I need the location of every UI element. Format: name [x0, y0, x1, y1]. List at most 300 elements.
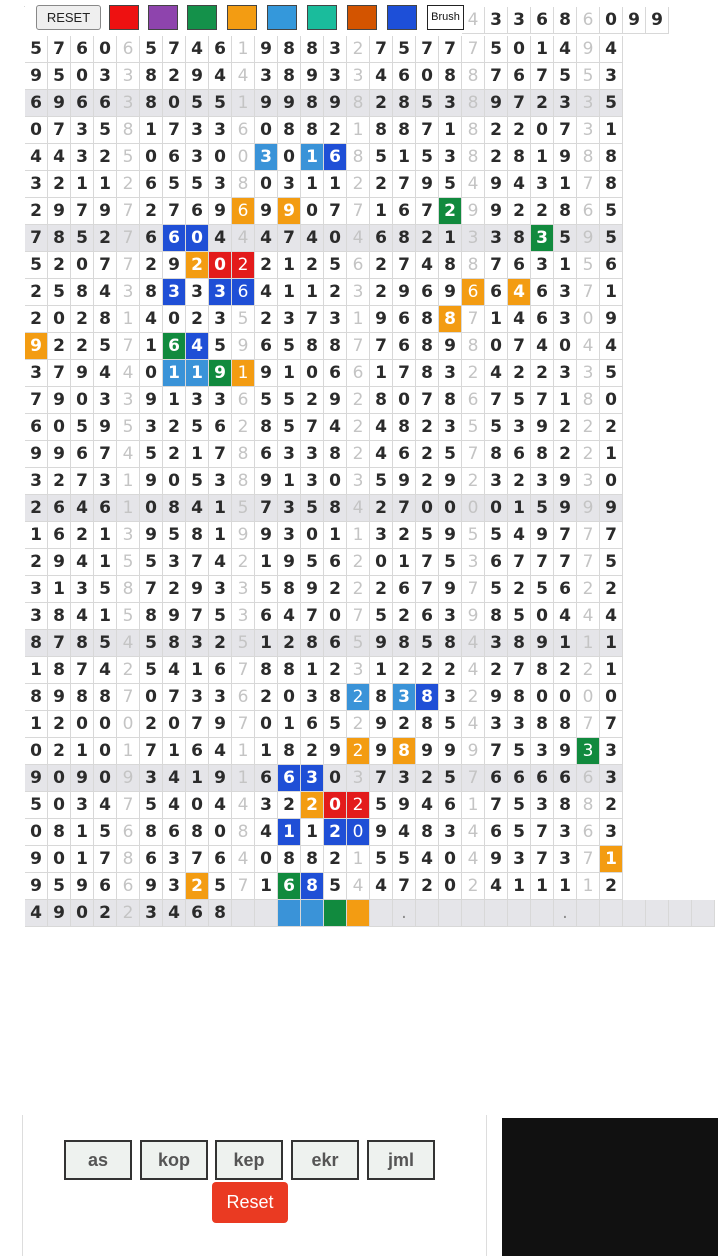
grid-cell[interactable]: 6 — [600, 252, 623, 279]
grid-cell[interactable]: 6 — [531, 306, 554, 333]
grid-cell[interactable]: 5 — [140, 36, 163, 63]
grid-cell[interactable]: 1 — [324, 171, 347, 198]
grid-cell[interactable]: 8 — [439, 387, 462, 414]
grid-cell[interactable]: 1 — [393, 549, 416, 576]
grid-cell[interactable]: 2 — [324, 657, 347, 684]
grid-cell[interactable]: 6 — [393, 576, 416, 603]
grid-cell[interactable]: 1 — [554, 873, 577, 900]
grid-cell[interactable]: 4 — [232, 846, 255, 873]
grid-cell[interactable]: 9 — [531, 522, 554, 549]
grid-cell[interactable]: 0 — [140, 144, 163, 171]
grid-cell[interactable]: 4 — [94, 792, 117, 819]
grid-cell[interactable]: 9 — [416, 738, 439, 765]
grid-cell[interactable]: 2 — [577, 576, 600, 603]
grid-cell[interactable]: 7 — [416, 198, 439, 225]
grid-cell[interactable]: 3 — [163, 873, 186, 900]
grid-cell[interactable]: 9 — [25, 441, 48, 468]
grid-cell[interactable]: 9 — [393, 279, 416, 306]
grid-cell[interactable]: 7 — [163, 117, 186, 144]
grid-cell[interactable]: 7 — [347, 198, 370, 225]
grid-cell[interactable]: 3 — [393, 684, 416, 711]
grid-cell[interactable]: 8 — [416, 711, 439, 738]
grid-cell[interactable]: 0 — [324, 225, 347, 252]
grid-cell[interactable]: 9 — [71, 765, 94, 792]
grid-cell[interactable]: 5 — [117, 414, 140, 441]
grid-cell[interactable]: 5 — [439, 711, 462, 738]
grid-cell[interactable]: 1 — [232, 36, 255, 63]
grid-cell[interactable]: 9 — [140, 873, 163, 900]
grid-cell[interactable]: 6 — [416, 279, 439, 306]
grid-cell[interactable]: 1 — [255, 738, 278, 765]
grid-cell[interactable]: 3 — [347, 468, 370, 495]
grid-cell[interactable]: 4 — [462, 630, 485, 657]
grid-cell[interactable]: 3 — [232, 603, 255, 630]
grid-cell[interactable]: 6 — [439, 792, 462, 819]
grid-cell[interactable]: 0 — [255, 711, 278, 738]
grid-cell[interactable]: 9 — [485, 171, 508, 198]
grid-cell[interactable]: 2 — [347, 441, 370, 468]
grid-cell[interactable]: 3 — [209, 306, 232, 333]
grid-cell[interactable]: 5 — [416, 90, 439, 117]
grid-cell[interactable]: 5 — [462, 414, 485, 441]
grid-cell[interactable]: 2 — [347, 549, 370, 576]
grid-cell[interactable]: 0 — [71, 900, 94, 927]
grid-cell[interactable]: 9 — [71, 873, 94, 900]
grid-cell[interactable]: 8 — [232, 468, 255, 495]
grid-cell[interactable]: 5 — [370, 846, 393, 873]
grid-cell[interactable]: 3 — [439, 360, 462, 387]
grid-cell[interactable]: 6 — [140, 846, 163, 873]
grid-cell[interactable]: 4 — [416, 846, 439, 873]
grid-cell[interactable]: 9 — [554, 738, 577, 765]
as-button[interactable]: as — [64, 1140, 132, 1180]
grid-cell[interactable]: 2 — [416, 765, 439, 792]
grid-cell[interactable]: 2 — [232, 549, 255, 576]
grid-cell[interactable]: 9 — [439, 576, 462, 603]
grid-cell[interactable]: 5 — [301, 495, 324, 522]
grid-cell[interactable]: 0 — [163, 468, 186, 495]
grid-cell[interactable]: 3 — [577, 468, 600, 495]
grid-cell[interactable]: 2 — [462, 360, 485, 387]
grid-cell[interactable]: 3 — [485, 711, 508, 738]
grid-cell[interactable]: 3 — [278, 522, 301, 549]
grid-cell[interactable]: 2 — [485, 657, 508, 684]
grid-cell[interactable]: 8 — [393, 117, 416, 144]
grid-cell[interactable]: 1 — [94, 549, 117, 576]
grid-cell[interactable]: 1 — [554, 387, 577, 414]
grid-cell[interactable]: 5 — [186, 414, 209, 441]
grid-cell[interactable]: 1 — [531, 873, 554, 900]
grid-cell[interactable]: 8 — [554, 792, 577, 819]
grid-cell[interactable]: 1 — [600, 279, 623, 306]
grid-cell[interactable]: 2 — [577, 657, 600, 684]
grid-cell[interactable]: 1 — [186, 657, 209, 684]
grid-cell[interactable]: 7 — [232, 873, 255, 900]
grid-cell[interactable]: 9 — [255, 468, 278, 495]
grid-cell[interactable]: 2 — [416, 657, 439, 684]
grid-cell[interactable]: 6 — [393, 333, 416, 360]
grid-cell[interactable]: 6 — [163, 144, 186, 171]
grid-cell[interactable]: 4 — [347, 225, 370, 252]
grid-cell[interactable]: 5 — [209, 873, 232, 900]
grid-cell[interactable]: 4 — [462, 819, 485, 846]
grid-cell[interactable]: 9 — [577, 225, 600, 252]
reset-button[interactable]: RESET — [36, 5, 101, 30]
grid-cell[interactable]: 4 — [117, 630, 140, 657]
grid-cell[interactable]: 3 — [71, 792, 94, 819]
grid-cell[interactable]: 8 — [600, 171, 623, 198]
grid-cell[interactable]: 5 — [255, 387, 278, 414]
grid-cell[interactable]: 1 — [347, 306, 370, 333]
grid-cell[interactable]: 5 — [48, 63, 71, 90]
grid-cell[interactable]: 9 — [140, 387, 163, 414]
grid-cell[interactable]: 5 — [600, 360, 623, 387]
grid-cell[interactable]: 2 — [508, 117, 531, 144]
grid-cell[interactable]: 8 — [117, 846, 140, 873]
grid-cell[interactable]: 1 — [94, 171, 117, 198]
grid-cell[interactable]: 8 — [439, 630, 462, 657]
grid-cell[interactable]: 9 — [393, 792, 416, 819]
grid-cell[interactable]: 1 — [600, 657, 623, 684]
grid-cell[interactable]: 7 — [393, 360, 416, 387]
grid-cell[interactable]: 5 — [140, 792, 163, 819]
grid-cell[interactable]: 9 — [439, 279, 462, 306]
grid-cell[interactable]: 3 — [94, 387, 117, 414]
grid-cell[interactable]: 6 — [232, 684, 255, 711]
grid-cell[interactable]: 5 — [94, 576, 117, 603]
grid-cell[interactable]: 5 — [485, 414, 508, 441]
grid-cell[interactable]: 3 — [117, 90, 140, 117]
grid-cell[interactable]: 2 — [71, 333, 94, 360]
grid-cell[interactable]: 7 — [324, 198, 347, 225]
grid-cell[interactable]: 3 — [485, 630, 508, 657]
grid-cell[interactable]: 8 — [462, 117, 485, 144]
grid-cell[interactable] — [370, 900, 393, 927]
grid-cell[interactable]: 6 — [347, 360, 370, 387]
grid-cell[interactable]: 1 — [163, 387, 186, 414]
grid-cell[interactable]: 1 — [278, 468, 301, 495]
grid-cell[interactable]: 3 — [485, 225, 508, 252]
grid-cell[interactable]: 3 — [209, 117, 232, 144]
grid-cell[interactable]: 5 — [508, 387, 531, 414]
grid-cell[interactable]: 4 — [163, 765, 186, 792]
grid-cell[interactable]: 3 — [71, 117, 94, 144]
grid-cell[interactable]: 8 — [324, 495, 347, 522]
grid-cell[interactable]: 1 — [186, 765, 209, 792]
ekr-button[interactable]: ekr — [291, 1140, 359, 1180]
grid-cell[interactable]: 7 — [508, 333, 531, 360]
grid-cell[interactable]: 2 — [48, 171, 71, 198]
grid-cell[interactable]: 8 — [25, 684, 48, 711]
grid-cell[interactable]: 2 — [48, 738, 71, 765]
grid-cell[interactable]: 9 — [209, 711, 232, 738]
grid-cell[interactable]: 4 — [25, 144, 48, 171]
grid-cell[interactable]: 1 — [278, 711, 301, 738]
grid-cell[interactable]: 8 — [485, 441, 508, 468]
grid-cell[interactable]: 8 — [554, 198, 577, 225]
grid-cell[interactable]: 7 — [94, 441, 117, 468]
grid-cell[interactable]: 8 — [393, 90, 416, 117]
grid-cell[interactable]: 8 — [117, 117, 140, 144]
grid-cell[interactable]: 2 — [577, 414, 600, 441]
grid-cell[interactable]: 7 — [117, 225, 140, 252]
grid-cell[interactable]: 5 — [439, 171, 462, 198]
grid-cell[interactable]: 3 — [508, 846, 531, 873]
grid-cell[interactable]: 7 — [370, 36, 393, 63]
grid-cell[interactable]: 5 — [347, 630, 370, 657]
grid-cell[interactable]: 8 — [278, 117, 301, 144]
grid-cell[interactable]: 3 — [531, 738, 554, 765]
grid-cell[interactable]: 7 — [531, 387, 554, 414]
grid-cell[interactable]: 9 — [393, 468, 416, 495]
grid-cell[interactable]: 6 — [255, 765, 278, 792]
grid-cell[interactable]: 1 — [347, 117, 370, 144]
grid-cell[interactable]: 9 — [232, 522, 255, 549]
grid-cell[interactable]: 3 — [439, 684, 462, 711]
grid-cell[interactable]: 2 — [48, 252, 71, 279]
grid-cell[interactable]: 7 — [554, 117, 577, 144]
grid-cell[interactable]: 0 — [209, 252, 232, 279]
grid-cell[interactable]: 4 — [324, 414, 347, 441]
grid-cell[interactable]: 0 — [439, 873, 462, 900]
grid-cell[interactable]: 6 — [485, 765, 508, 792]
grid-cell[interactable]: 8 — [209, 900, 232, 927]
grid-cell[interactable]: 6 — [186, 198, 209, 225]
grid-cell[interactable]: 6 — [393, 441, 416, 468]
grid-cell[interactable]: 7 — [48, 117, 71, 144]
grid-cell[interactable]: 0 — [25, 738, 48, 765]
grid-cell[interactable]: 8 — [393, 414, 416, 441]
grid-cell[interactable]: 0 — [163, 306, 186, 333]
grid-cell[interactable] — [278, 900, 301, 927]
grid-cell[interactable]: 7 — [485, 63, 508, 90]
grid-cell[interactable]: 9 — [209, 765, 232, 792]
grid-cell[interactable]: 5 — [94, 819, 117, 846]
grid-cell[interactable]: 1 — [278, 279, 301, 306]
grid-cell[interactable]: 4 — [600, 36, 623, 63]
grid-cell[interactable]: 5 — [531, 495, 554, 522]
grid-cell[interactable]: 6 — [416, 603, 439, 630]
grid-cell[interactable]: 4 — [255, 225, 278, 252]
grid-cell[interactable]: 4 — [209, 225, 232, 252]
grid-cell[interactable]: 6 — [554, 576, 577, 603]
grid-cell[interactable]: 0 — [140, 684, 163, 711]
color-swatch-light-blue[interactable] — [267, 5, 297, 30]
grid-cell[interactable]: 8 — [416, 819, 439, 846]
grid-cell[interactable]: 2 — [278, 792, 301, 819]
grid-cell[interactable]: 1 — [255, 549, 278, 576]
grid-cell[interactable]: 2 — [370, 495, 393, 522]
grid-cell[interactable]: 2 — [324, 846, 347, 873]
grid-cell[interactable]: 8 — [163, 630, 186, 657]
grid-cell[interactable]: 4 — [600, 603, 623, 630]
grid-cell[interactable]: 8 — [577, 144, 600, 171]
grid-cell[interactable] — [232, 900, 255, 927]
grid-cell[interactable]: 5 — [278, 333, 301, 360]
grid-cell[interactable]: 1 — [577, 873, 600, 900]
grid-cell[interactable]: 8 — [531, 711, 554, 738]
grid-cell[interactable]: 9 — [416, 171, 439, 198]
grid-cell[interactable]: 3 — [462, 225, 485, 252]
grid-cell[interactable]: 3 — [531, 468, 554, 495]
grid-cell[interactable]: 5 — [94, 333, 117, 360]
grid-cell[interactable]: 1 — [577, 630, 600, 657]
grid-cell[interactable]: 6 — [324, 360, 347, 387]
grid-cell[interactable]: 4 — [94, 360, 117, 387]
grid-cell[interactable]: 2 — [163, 414, 186, 441]
grid-cell[interactable]: 5 — [462, 522, 485, 549]
grid-cell[interactable]: 9 — [462, 738, 485, 765]
grid-cell[interactable]: 8 — [439, 63, 462, 90]
grid-cell[interactable]: 5 — [117, 549, 140, 576]
grid-cell[interactable]: 4 — [370, 414, 393, 441]
grid-cell[interactable]: 2 — [25, 495, 48, 522]
grid-cell[interactable]: 8 — [508, 630, 531, 657]
grid-cell[interactable]: 6 — [347, 252, 370, 279]
grid-cell[interactable]: 4 — [462, 846, 485, 873]
grid-cell[interactable]: 6 — [94, 90, 117, 117]
grid-cell[interactable]: 5 — [48, 873, 71, 900]
grid-cell[interactable]: 3 — [531, 225, 554, 252]
grid-cell[interactable]: 3 — [347, 279, 370, 306]
grid-cell[interactable]: 5 — [140, 441, 163, 468]
grid-cell[interactable]: 5 — [186, 468, 209, 495]
grid-cell[interactable]: 7 — [71, 468, 94, 495]
grid-cell[interactable]: 9 — [71, 360, 94, 387]
grid-cell[interactable]: 2 — [48, 711, 71, 738]
grid-cell[interactable]: 6 — [71, 441, 94, 468]
grid-cell[interactable]: 7 — [416, 576, 439, 603]
grid-cell[interactable]: 0 — [301, 360, 324, 387]
grid-cell[interactable]: 9 — [25, 333, 48, 360]
grid-cell[interactable]: 6 — [117, 873, 140, 900]
grid-cell[interactable]: 3 — [370, 522, 393, 549]
grid-cell[interactable] — [577, 900, 600, 927]
grid-cell[interactable]: 1 — [25, 522, 48, 549]
grid-cell[interactable]: 8 — [140, 279, 163, 306]
grid-cell[interactable]: 7 — [554, 522, 577, 549]
grid-cell[interactable]: 1 — [232, 360, 255, 387]
grid-cell[interactable]: 8 — [462, 90, 485, 117]
grid-cell[interactable]: 8 — [416, 684, 439, 711]
grid-cell[interactable]: 0 — [255, 846, 278, 873]
grid-cell[interactable]: 0 — [94, 765, 117, 792]
grid-cell[interactable]: 5 — [554, 225, 577, 252]
grid-cell[interactable]: 7 — [416, 36, 439, 63]
grid-cell[interactable]: 3 — [347, 765, 370, 792]
grid-cell[interactable]: 6 — [163, 333, 186, 360]
grid-cell[interactable]: 6 — [48, 495, 71, 522]
grid-cell[interactable]: 8 — [324, 684, 347, 711]
grid-cell[interactable]: 2 — [324, 117, 347, 144]
grid-cell[interactable]: 3 — [25, 360, 48, 387]
grid-cell[interactable]: 2 — [416, 414, 439, 441]
grid-cell[interactable]: 1 — [94, 522, 117, 549]
grid-cell[interactable]: 5 — [324, 873, 347, 900]
grid-cell[interactable]: 6 — [301, 711, 324, 738]
grid-cell[interactable]: 8 — [301, 630, 324, 657]
grid-cell[interactable]: 5 — [600, 198, 623, 225]
grid-cell[interactable]: 9 — [462, 603, 485, 630]
grid-cell[interactable]: 8 — [301, 36, 324, 63]
grid-cell[interactable]: 4 — [301, 225, 324, 252]
grid-cell[interactable]: 1 — [508, 873, 531, 900]
grid-cell[interactable]: 3 — [347, 657, 370, 684]
grid-cell[interactable]: 3 — [508, 414, 531, 441]
grid-cell[interactable]: 6 — [232, 198, 255, 225]
grid-cell[interactable]: 0 — [462, 495, 485, 522]
grid-cell[interactable]: 1 — [71, 171, 94, 198]
grid-cell[interactable]: 0 — [278, 684, 301, 711]
grid-cell[interactable]: 1 — [393, 144, 416, 171]
grid-cell[interactable]: 3 — [25, 603, 48, 630]
grid-cell[interactable]: 0 — [531, 603, 554, 630]
grid-cell[interactable]: 1 — [301, 279, 324, 306]
grid-cell[interactable]: 8 — [140, 63, 163, 90]
grid-cell[interactable]: 8 — [462, 333, 485, 360]
grid-cell[interactable]: 2 — [370, 90, 393, 117]
grid-cell[interactable]: 7 — [163, 36, 186, 63]
grid-cell[interactable]: 2 — [462, 468, 485, 495]
grid-cell[interactable]: 9 — [140, 468, 163, 495]
grid-cell[interactable]: 6 — [554, 765, 577, 792]
grid-cell[interactable]: 7 — [301, 306, 324, 333]
grid-cell[interactable]: 8 — [416, 360, 439, 387]
grid-cell[interactable]: 7 — [71, 657, 94, 684]
grid-cell[interactable]: 5 — [439, 765, 462, 792]
grid-cell[interactable]: 1 — [531, 144, 554, 171]
grid-cell[interactable]: 0 — [554, 684, 577, 711]
grid-cell[interactable]: 7 — [186, 711, 209, 738]
grid-cell[interactable]: 4 — [163, 792, 186, 819]
grid-cell[interactable]: 2 — [140, 198, 163, 225]
grid-cell[interactable]: 3 — [163, 549, 186, 576]
grid-cell[interactable]: 7 — [25, 225, 48, 252]
grid-cell[interactable]: 2 — [94, 144, 117, 171]
grid-cell[interactable]: 7 — [416, 387, 439, 414]
grid-cell[interactable]: 9 — [531, 630, 554, 657]
grid-cell[interactable]: 2 — [370, 171, 393, 198]
grid-cell[interactable]: 1 — [186, 441, 209, 468]
grid-cell[interactable] — [692, 900, 715, 927]
grid-cell[interactable]: 9 — [600, 306, 623, 333]
grid-cell[interactable]: 2 — [508, 360, 531, 387]
grid-cell[interactable]: 3 — [71, 576, 94, 603]
grid-cell[interactable]: 9 — [324, 738, 347, 765]
grid-cell[interactable]: 5 — [324, 252, 347, 279]
grid-cell[interactable]: 0 — [140, 360, 163, 387]
grid-cell[interactable]: 1 — [232, 765, 255, 792]
brush-button[interactable]: Brush — [427, 5, 464, 30]
grid-cell[interactable]: 2 — [416, 441, 439, 468]
grid-cell[interactable]: 3 — [554, 90, 577, 117]
grid-cell[interactable]: 6 — [209, 657, 232, 684]
grid-cell[interactable]: 2 — [232, 252, 255, 279]
grid-cell[interactable]: 4 — [232, 792, 255, 819]
grid-cell[interactable]: 3 — [140, 900, 163, 927]
grid-cell[interactable]: 3 — [554, 846, 577, 873]
grid-cell[interactable]: 7 — [462, 765, 485, 792]
grid-cell[interactable]: 0 — [324, 468, 347, 495]
grid-cell[interactable]: 6 — [209, 414, 232, 441]
grid-cell[interactable]: 1 — [140, 117, 163, 144]
grid-cell[interactable]: 1 — [117, 495, 140, 522]
grid-cell[interactable]: 1 — [186, 360, 209, 387]
grid-cell[interactable]: 6 — [186, 900, 209, 927]
grid-cell[interactable]: 2 — [485, 144, 508, 171]
grid-cell[interactable]: 9 — [554, 495, 577, 522]
grid-cell[interactable]: 8 — [278, 36, 301, 63]
